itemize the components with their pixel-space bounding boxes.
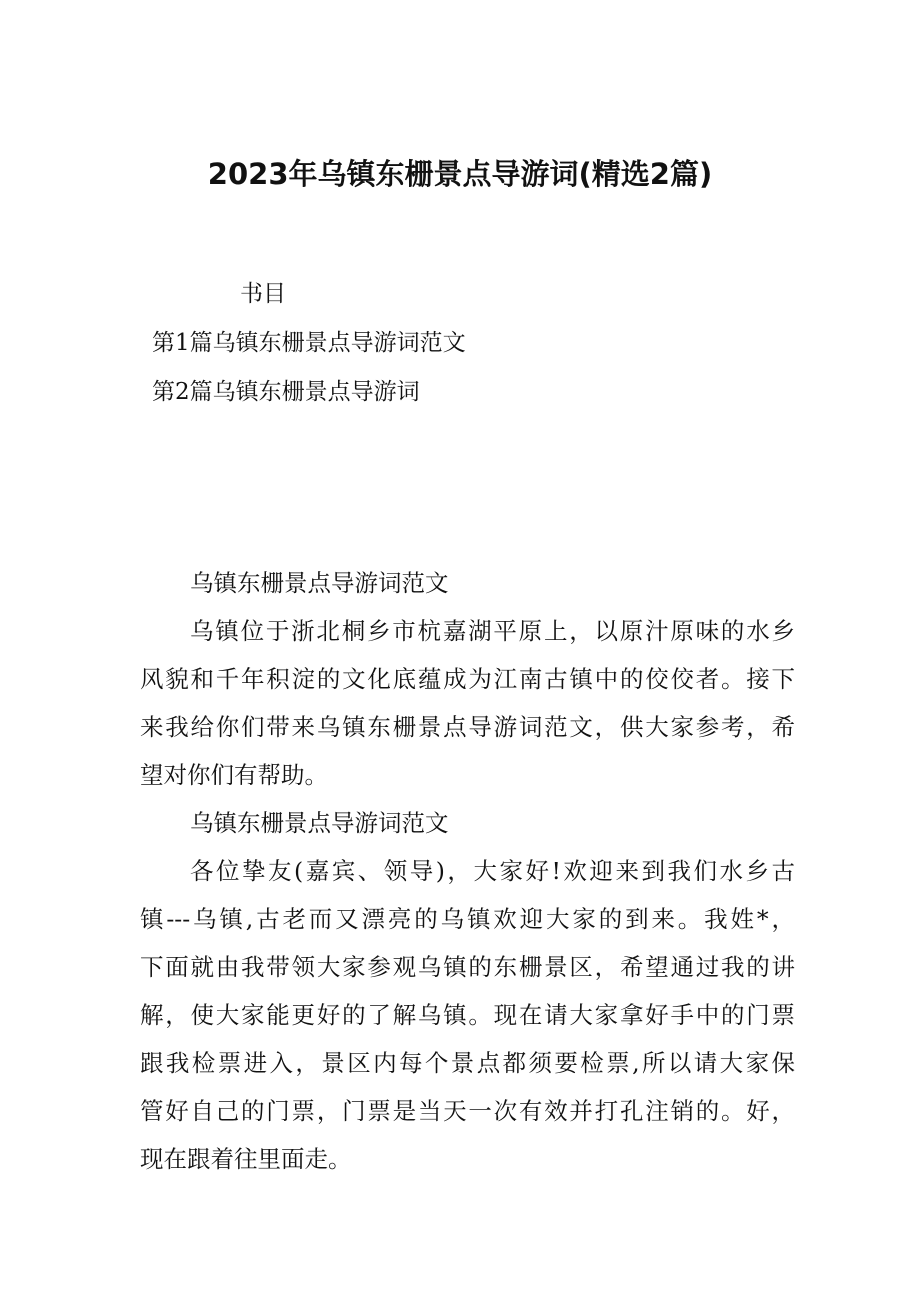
paragraph-line: 镇---乌镇,古老而又漂亮的乌镇欢迎大家的到来。我姓*， (140, 905, 795, 933)
paragraph-line: 跟我检票进入，景区内每个景点都须要检票,所以请大家保 (140, 1049, 795, 1077)
paragraph-line: 来我给你们带来乌镇东栅景点导游词范文，供大家参考，希 (140, 713, 795, 741)
paragraph-line: 管好自己的门票，门票是当天一次有效并打孔注销的。好， (140, 1097, 795, 1125)
paragraph-line: 各位挚友(嘉宾、领导)，大家好!欢迎来到我们水乡古 (190, 857, 795, 885)
paragraph-line: 现在跟着往里面走。 (140, 1145, 352, 1173)
paragraph-line: 望对你们有帮助。 (140, 761, 328, 789)
section-heading: 乌镇东栅景点导游词范文 (190, 809, 449, 837)
document-title: 2023年乌镇东栅景点导游词(精选2篇) (207, 157, 713, 191)
section-heading: 乌镇东栅景点导游词范文 (190, 569, 449, 597)
toc-item[interactable]: 第1篇乌镇东栅景点导游词范文 (152, 330, 466, 356)
paragraph-line: 下面就由我带领大家参观乌镇的东栅景区，希望通过我的讲 (140, 953, 795, 981)
toc-heading: 书目 (240, 281, 286, 307)
toc-item[interactable]: 第2篇乌镇东栅景点导游词 (152, 379, 420, 405)
paragraph-line: 风貌和千年积淀的文化底蕴成为江南古镇中的佼佼者。接下 (140, 665, 795, 693)
paragraph-line: 解，使大家能更好的了解乌镇。现在请大家拿好手中的门票 (140, 1001, 795, 1029)
paragraph-line: 乌镇位于浙北桐乡市杭嘉湖平原上，以原汁原味的水乡 (190, 617, 795, 645)
